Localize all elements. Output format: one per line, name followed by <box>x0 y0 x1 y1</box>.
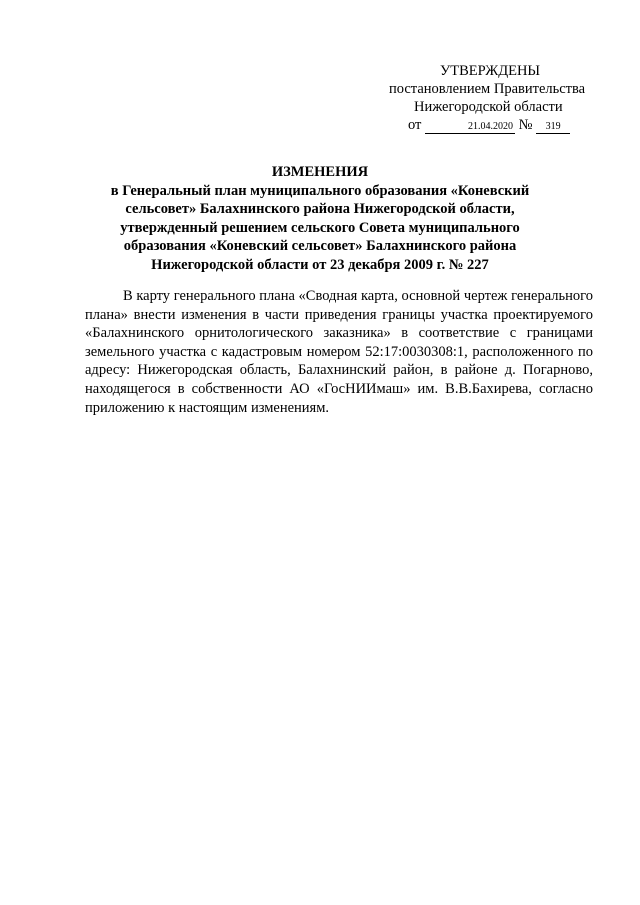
approval-number: 319 <box>536 120 570 134</box>
number-label: № <box>518 117 533 133</box>
approval-region: Нижегородской области <box>414 99 563 115</box>
approval-date: 21.04.2020 <box>425 120 515 134</box>
approval-authority: постановлением Правительства <box>389 81 586 97</box>
title-heading: ИЗМЕНЕНИЯ <box>271 164 369 180</box>
document-title <box>80 163 560 274</box>
approval-date-number <box>380 116 600 134</box>
from-label: от <box>408 117 422 133</box>
approval-block <box>380 62 600 134</box>
body-paragraph: В карту генерального плана «Сводная карта, основной чертеж генерального плана» внести изменения в части приведения границы участка проектируемого «Балахнинского орнитологического заказника» в соответствие с границами земельного участка с кадастровым номером 52:17:0030308:1, расположенного по адресу: Нижегородская область, Балахнинский район, в районе д. Погарново, находящегося в собственности АО «ГосНИИмаш» им. В.В.Бахирева, согласно приложению к настоящим изменениям. <box>85 288 593 416</box>
title-subtitle: в Генеральный план муниципального образования «Коневский сельсовет» Балахнинского района Нижегородской области, утвержденный решением сельского Совета муниципального образования «Коневский сельсовет» Балахнинского района Нижегородской области от 23 декабря 2009 г. № 227 <box>110 182 530 273</box>
approval-status: УТВЕРЖДЕНЫ <box>440 63 541 79</box>
